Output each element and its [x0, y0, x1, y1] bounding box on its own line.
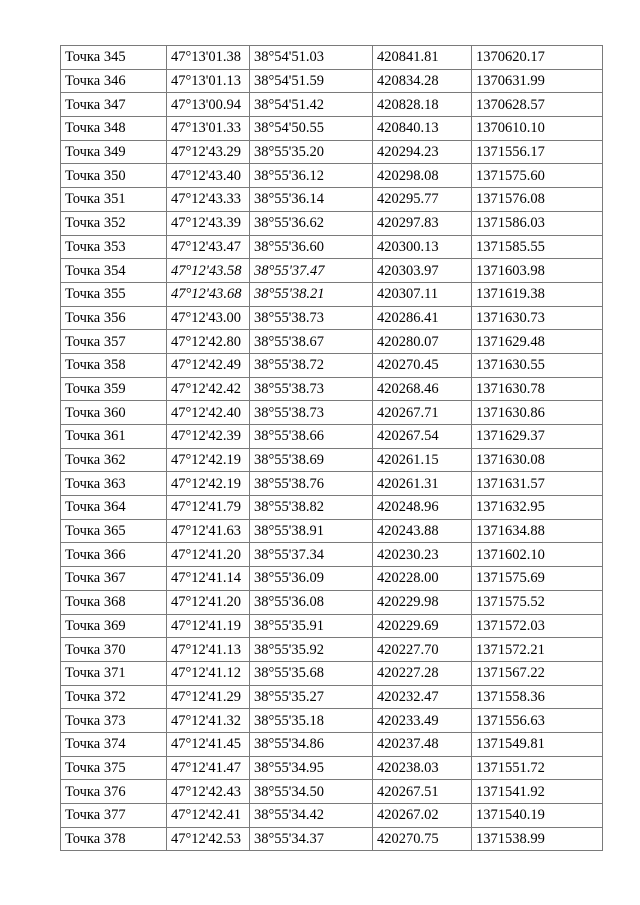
- x-coordinate-cell: 420227.28: [373, 661, 472, 685]
- y-coordinate-cell: 1371567.22: [472, 661, 603, 685]
- latitude-cell: 47°12'41.79: [167, 496, 250, 520]
- longitude-cell: 38°54'51.42: [250, 93, 373, 117]
- y-coordinate-cell: 1370628.57: [472, 93, 603, 117]
- table-row: [61, 543, 603, 567]
- point-name-cell: Точка 373: [61, 709, 167, 733]
- x-coordinate-cell: 420270.45: [373, 353, 472, 377]
- point-name-cell: Точка 349: [61, 140, 167, 164]
- y-coordinate-cell: 1371558.36: [472, 685, 603, 709]
- latitude-cell: 47°12'43.40: [167, 164, 250, 188]
- y-coordinate-cell: 1371630.86: [472, 401, 603, 425]
- x-coordinate-cell: 420238.03: [373, 756, 472, 780]
- longitude-cell: 38°55'36.62: [250, 211, 373, 235]
- table-row: [61, 425, 603, 449]
- x-coordinate-cell: 420227.70: [373, 638, 472, 662]
- table-row: [61, 661, 603, 685]
- point-name-cell: Точка 357: [61, 330, 167, 354]
- latitude-cell: 47°12'41.29: [167, 685, 250, 709]
- longitude-cell: 38°55'36.12: [250, 164, 373, 188]
- y-coordinate-cell: 1371586.03: [472, 211, 603, 235]
- point-name-cell: Точка 370: [61, 638, 167, 662]
- longitude-cell: 38°55'34.50: [250, 780, 373, 804]
- point-name-cell: Точка 356: [61, 306, 167, 330]
- point-name-cell: Точка 361: [61, 425, 167, 449]
- point-name-cell: Точка 369: [61, 614, 167, 638]
- point-name-cell: Точка 365: [61, 519, 167, 543]
- y-coordinate-cell: 1371632.95: [472, 496, 603, 520]
- table-row: [61, 709, 603, 733]
- latitude-cell: 47°12'42.41: [167, 804, 250, 828]
- table-row: [61, 590, 603, 614]
- point-name-cell: Точка 353: [61, 235, 167, 259]
- latitude-cell: 47°12'42.49: [167, 353, 250, 377]
- table-row: [61, 306, 603, 330]
- y-coordinate-cell: 1371634.88: [472, 519, 603, 543]
- point-name-cell: Точка 347: [61, 93, 167, 117]
- point-name-cell: Точка 346: [61, 69, 167, 93]
- longitude-cell: 38°55'38.21: [250, 282, 373, 306]
- y-coordinate-cell: 1371575.69: [472, 567, 603, 591]
- latitude-cell: 47°12'43.29: [167, 140, 250, 164]
- table-row: [61, 259, 603, 283]
- latitude-cell: 47°12'43.33: [167, 188, 250, 212]
- y-coordinate-cell: 1371556.63: [472, 709, 603, 733]
- latitude-cell: 47°12'43.47: [167, 235, 250, 259]
- point-name-cell: Точка 374: [61, 732, 167, 756]
- latitude-cell: 47°12'41.13: [167, 638, 250, 662]
- table-row: [61, 496, 603, 520]
- table-row: [61, 377, 603, 401]
- table-row: [61, 472, 603, 496]
- latitude-cell: 47°12'42.19: [167, 448, 250, 472]
- x-coordinate-cell: 420229.69: [373, 614, 472, 638]
- table-row: [61, 46, 603, 70]
- longitude-cell: 38°55'38.67: [250, 330, 373, 354]
- x-coordinate-cell: 420841.81: [373, 46, 472, 70]
- y-coordinate-cell: 1371540.19: [472, 804, 603, 828]
- y-coordinate-cell: 1371630.55: [472, 353, 603, 377]
- table-row: [61, 69, 603, 93]
- y-coordinate-cell: 1371585.55: [472, 235, 603, 259]
- point-name-cell: Точка 351: [61, 188, 167, 212]
- y-coordinate-cell: 1371576.08: [472, 188, 603, 212]
- latitude-cell: 47°13'01.13: [167, 69, 250, 93]
- x-coordinate-cell: 420229.98: [373, 590, 472, 614]
- longitude-cell: 38°55'38.66: [250, 425, 373, 449]
- table-row: [61, 282, 603, 306]
- table-row: [61, 732, 603, 756]
- longitude-cell: 38°55'38.69: [250, 448, 373, 472]
- latitude-cell: 47°12'42.39: [167, 425, 250, 449]
- coordinates-table-body: [61, 46, 603, 851]
- point-name-cell: Точка 377: [61, 804, 167, 828]
- table-row: [61, 117, 603, 141]
- longitude-cell: 38°55'38.91: [250, 519, 373, 543]
- x-coordinate-cell: 420267.51: [373, 780, 472, 804]
- latitude-cell: 47°12'41.12: [167, 661, 250, 685]
- table-row: [61, 140, 603, 164]
- point-name-cell: Точка 367: [61, 567, 167, 591]
- table-row: [61, 353, 603, 377]
- table-row: [61, 780, 603, 804]
- y-coordinate-cell: 1371629.37: [472, 425, 603, 449]
- longitude-cell: 38°55'38.73: [250, 377, 373, 401]
- longitude-cell: 38°55'38.73: [250, 401, 373, 425]
- latitude-cell: 47°12'41.32: [167, 709, 250, 733]
- x-coordinate-cell: 420267.02: [373, 804, 472, 828]
- y-coordinate-cell: 1371602.10: [472, 543, 603, 567]
- latitude-cell: 47°12'43.58: [167, 259, 250, 283]
- y-coordinate-cell: 1371572.03: [472, 614, 603, 638]
- latitude-cell: 47°12'42.40: [167, 401, 250, 425]
- x-coordinate-cell: 420294.23: [373, 140, 472, 164]
- x-coordinate-cell: 420267.54: [373, 425, 472, 449]
- y-coordinate-cell: 1371549.81: [472, 732, 603, 756]
- point-name-cell: Точка 350: [61, 164, 167, 188]
- x-coordinate-cell: 420270.75: [373, 827, 472, 851]
- latitude-cell: 47°12'43.00: [167, 306, 250, 330]
- longitude-cell: 38°55'38.73: [250, 306, 373, 330]
- point-name-cell: Точка 358: [61, 353, 167, 377]
- x-coordinate-cell: 420237.48: [373, 732, 472, 756]
- table-row: [61, 164, 603, 188]
- x-coordinate-cell: 420228.00: [373, 567, 472, 591]
- point-name-cell: Точка 359: [61, 377, 167, 401]
- longitude-cell: 38°55'35.68: [250, 661, 373, 685]
- x-coordinate-cell: 420230.23: [373, 543, 472, 567]
- x-coordinate-cell: 420286.41: [373, 306, 472, 330]
- latitude-cell: 47°12'43.39: [167, 211, 250, 235]
- point-name-cell: Точка 375: [61, 756, 167, 780]
- point-name-cell: Точка 362: [61, 448, 167, 472]
- y-coordinate-cell: 1371603.98: [472, 259, 603, 283]
- point-name-cell: Точка 378: [61, 827, 167, 851]
- longitude-cell: 38°55'35.27: [250, 685, 373, 709]
- x-coordinate-cell: 420297.83: [373, 211, 472, 235]
- latitude-cell: 47°12'42.19: [167, 472, 250, 496]
- longitude-cell: 38°55'37.47: [250, 259, 373, 283]
- longitude-cell: 38°55'36.60: [250, 235, 373, 259]
- longitude-cell: 38°55'36.09: [250, 567, 373, 591]
- y-coordinate-cell: 1370610.10: [472, 117, 603, 141]
- x-coordinate-cell: 420243.88: [373, 519, 472, 543]
- longitude-cell: 38°55'34.42: [250, 804, 373, 828]
- y-coordinate-cell: 1370631.99: [472, 69, 603, 93]
- x-coordinate-cell: 420280.07: [373, 330, 472, 354]
- table-row: [61, 401, 603, 425]
- longitude-cell: 38°55'38.72: [250, 353, 373, 377]
- table-row: [61, 685, 603, 709]
- table-row: [61, 211, 603, 235]
- y-coordinate-cell: 1371556.17: [472, 140, 603, 164]
- y-coordinate-cell: 1370620.17: [472, 46, 603, 70]
- x-coordinate-cell: 420834.28: [373, 69, 472, 93]
- point-name-cell: Точка 372: [61, 685, 167, 709]
- point-name-cell: Точка 376: [61, 780, 167, 804]
- x-coordinate-cell: 420267.71: [373, 401, 472, 425]
- coordinates-table: [60, 45, 603, 851]
- latitude-cell: 47°12'42.43: [167, 780, 250, 804]
- longitude-cell: 38°55'35.91: [250, 614, 373, 638]
- point-name-cell: Точка 371: [61, 661, 167, 685]
- longitude-cell: 38°55'34.95: [250, 756, 373, 780]
- table-row: [61, 614, 603, 638]
- latitude-cell: 47°12'42.80: [167, 330, 250, 354]
- y-coordinate-cell: 1371575.52: [472, 590, 603, 614]
- table-row: [61, 448, 603, 472]
- longitude-cell: 38°55'38.76: [250, 472, 373, 496]
- latitude-cell: 47°13'01.38: [167, 46, 250, 70]
- longitude-cell: 38°55'35.18: [250, 709, 373, 733]
- point-name-cell: Точка 352: [61, 211, 167, 235]
- y-coordinate-cell: 1371619.38: [472, 282, 603, 306]
- point-name-cell: Точка 363: [61, 472, 167, 496]
- y-coordinate-cell: 1371551.72: [472, 756, 603, 780]
- table-row: [61, 638, 603, 662]
- y-coordinate-cell: 1371575.60: [472, 164, 603, 188]
- x-coordinate-cell: 420303.97: [373, 259, 472, 283]
- table-row: [61, 519, 603, 543]
- y-coordinate-cell: 1371630.78: [472, 377, 603, 401]
- table-row: [61, 330, 603, 354]
- longitude-cell: 38°55'34.37: [250, 827, 373, 851]
- latitude-cell: 47°13'01.33: [167, 117, 250, 141]
- x-coordinate-cell: 420268.46: [373, 377, 472, 401]
- latitude-cell: 47°12'43.68: [167, 282, 250, 306]
- point-name-cell: Точка 366: [61, 543, 167, 567]
- latitude-cell: 47°12'41.63: [167, 519, 250, 543]
- y-coordinate-cell: 1371630.08: [472, 448, 603, 472]
- latitude-cell: 47°13'00.94: [167, 93, 250, 117]
- y-coordinate-cell: 1371541.92: [472, 780, 603, 804]
- point-name-cell: Точка 348: [61, 117, 167, 141]
- table-row: [61, 804, 603, 828]
- table-row: [61, 188, 603, 212]
- x-coordinate-cell: 420298.08: [373, 164, 472, 188]
- x-coordinate-cell: 420828.18: [373, 93, 472, 117]
- latitude-cell: 47°12'42.53: [167, 827, 250, 851]
- point-name-cell: Точка 355: [61, 282, 167, 306]
- latitude-cell: 47°12'41.20: [167, 543, 250, 567]
- latitude-cell: 47°12'41.19: [167, 614, 250, 638]
- longitude-cell: 38°55'36.08: [250, 590, 373, 614]
- longitude-cell: 38°55'37.34: [250, 543, 373, 567]
- latitude-cell: 47°12'42.42: [167, 377, 250, 401]
- x-coordinate-cell: 420248.96: [373, 496, 472, 520]
- table-row: [61, 235, 603, 259]
- x-coordinate-cell: 420261.15: [373, 448, 472, 472]
- y-coordinate-cell: 1371629.48: [472, 330, 603, 354]
- x-coordinate-cell: 420295.77: [373, 188, 472, 212]
- latitude-cell: 47°12'41.45: [167, 732, 250, 756]
- latitude-cell: 47°12'41.14: [167, 567, 250, 591]
- point-name-cell: Точка 364: [61, 496, 167, 520]
- table-row: [61, 567, 603, 591]
- table-row: [61, 827, 603, 851]
- longitude-cell: 38°55'36.14: [250, 188, 373, 212]
- x-coordinate-cell: 420232.47: [373, 685, 472, 709]
- x-coordinate-cell: 420840.13: [373, 117, 472, 141]
- longitude-cell: 38°54'50.55: [250, 117, 373, 141]
- y-coordinate-cell: 1371630.73: [472, 306, 603, 330]
- x-coordinate-cell: 420300.13: [373, 235, 472, 259]
- x-coordinate-cell: 420233.49: [373, 709, 472, 733]
- latitude-cell: 47°12'41.20: [167, 590, 250, 614]
- table-row: [61, 756, 603, 780]
- table-row: [61, 93, 603, 117]
- point-name-cell: Точка 354: [61, 259, 167, 283]
- y-coordinate-cell: 1371572.21: [472, 638, 603, 662]
- latitude-cell: 47°12'41.47: [167, 756, 250, 780]
- longitude-cell: 38°54'51.03: [250, 46, 373, 70]
- longitude-cell: 38°54'51.59: [250, 69, 373, 93]
- point-name-cell: Точка 368: [61, 590, 167, 614]
- longitude-cell: 38°55'38.82: [250, 496, 373, 520]
- longitude-cell: 38°55'35.20: [250, 140, 373, 164]
- longitude-cell: 38°55'34.86: [250, 732, 373, 756]
- y-coordinate-cell: 1371631.57: [472, 472, 603, 496]
- point-name-cell: Точка 345: [61, 46, 167, 70]
- point-name-cell: Точка 360: [61, 401, 167, 425]
- x-coordinate-cell: 420261.31: [373, 472, 472, 496]
- x-coordinate-cell: 420307.11: [373, 282, 472, 306]
- y-coordinate-cell: 1371538.99: [472, 827, 603, 851]
- longitude-cell: 38°55'35.92: [250, 638, 373, 662]
